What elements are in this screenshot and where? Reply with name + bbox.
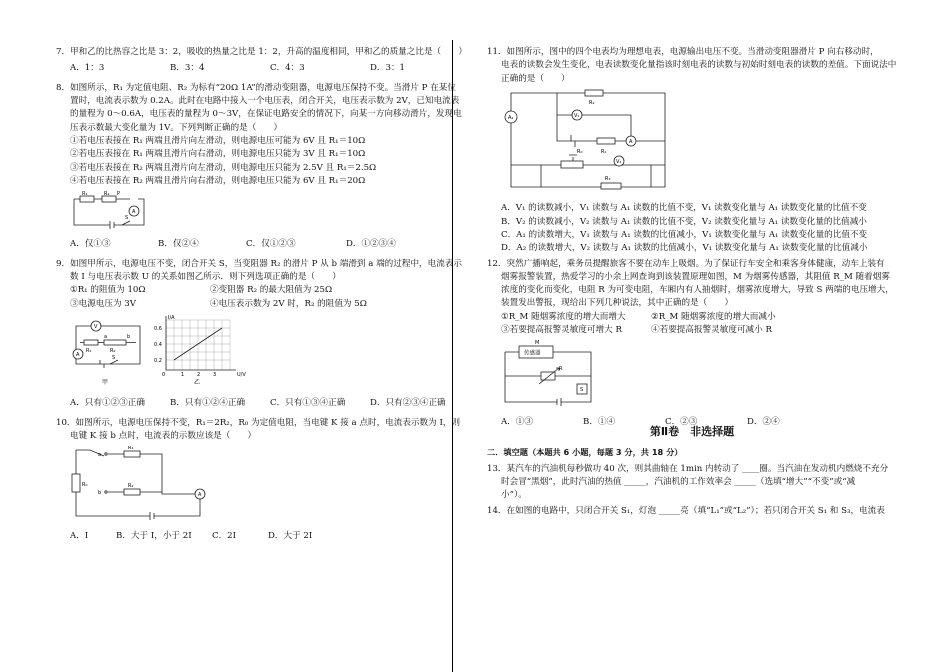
question-7 [56, 46, 474, 76]
q9-axis-origin: 0 [162, 372, 166, 378]
q12-circuit-diagram [501, 340, 897, 411]
q7-option-a: A．1：3 [70, 63, 105, 74]
q12-label-sensor: 传感器 [524, 350, 541, 357]
q9-option-c: C．只有①③④正确 [270, 398, 346, 409]
q8-label-p: P [117, 191, 121, 198]
q9-label-a: A [76, 352, 80, 358]
q9-tick-y3: 0.2 [154, 358, 162, 364]
q8-label-ammeter: A [132, 209, 136, 216]
question-14 [487, 505, 897, 518]
q12-option-a: A．①③ [501, 416, 533, 427]
q9-label-v: V [94, 324, 98, 330]
q11-label-v2: V₂ [616, 158, 622, 165]
q10-line-2: 电键 K 接 b 点时，电流表的示数应该是（ ） [70, 430, 257, 441]
q11-label-a2: A₂ [508, 114, 514, 121]
q8-line-3: 的量程为 0～0.6A，电压表的量程为 0～3V，在保证电路安全的情况下，向某一方向移动滑片，发现电 [70, 109, 462, 120]
q12-item-1: ①R_M 随烟雾浓度的增大而增大 [501, 311, 626, 322]
q9-item-3: ③电源电压为 3V [70, 298, 136, 309]
q9-items-row-1 [56, 284, 474, 297]
q12-item-4: ④若要提高报警灵敏度可减小 R [651, 325, 772, 336]
q10-option-b: B．大于 I，小于 2I [116, 530, 192, 541]
section-2-subtitle: 二．填空题（本题共 6 小题，每题 3 分，共 18 分） [487, 447, 683, 458]
q11-label-v1: V₁ [574, 112, 580, 119]
question-10 [56, 417, 474, 543]
q11-line-1: 11．如图所示，图中的四个电表均为理想电表，电源输出电压不变。当滑动变阻器滑片 P 向右移动时， [487, 47, 879, 57]
section-2-title: 第Ⅱ卷 非选择题 [649, 425, 735, 438]
q8-line-4: 压表示数最大变化量为 1V。下列判断正确的是（ ） [70, 122, 283, 133]
q12-circuit-svg [501, 340, 611, 406]
q9-svg [70, 314, 280, 388]
q12-label-m: M [535, 340, 540, 347]
q9-label-jia: 甲 [102, 379, 109, 386]
q12-item-2: ②R_M 随烟雾浓度的增大而减小 [651, 311, 776, 322]
q9-option-b: B．只有①②④正确 [170, 398, 246, 409]
q9-diagrams [70, 314, 474, 393]
q11-choice-a: A．V₁ 的读数减小，V₁ 读数与 A₁ 读数的比值不变，V₁ 读数变化量与 A₁ 读数变化量的比值不变 [501, 203, 867, 214]
q11-circuit-svg [501, 89, 681, 193]
q9-item-4: ④电压表示数为 2V 时，R₂ 的阻值为 5Ω [210, 298, 367, 309]
q9-tick-x1: 1 [181, 372, 185, 378]
q8-item-2: ②若电压表接在 R₁ 两端且滑片向右滑动，则电源电压只能为 3V 且 R₁＝10Ω [70, 149, 366, 160]
q12-label-s: S [580, 387, 584, 394]
q8-item-4: ④若电压表接在 R₂ 两端且滑片向右滑动，则电源电压只能为 6V 且 R₁＝20Ω [70, 175, 366, 186]
q8-option-a: A．仅①③ [70, 239, 111, 250]
question-12 [487, 258, 897, 430]
q13-line-3: 小”）。 [501, 490, 527, 501]
q11-circuit-diagram [501, 89, 897, 198]
q7-stem: 7．甲和乙的比热容之比是 3：2，吸收的热量之比是 1：2，升高的温度相同，甲和乙的质量之比是（ ） [56, 47, 467, 57]
q9-axis-ia: I/A [168, 315, 175, 321]
q11-line-3: 正确的是（ ） [501, 73, 570, 84]
q8-line-2: 置时，电流表示数为 0.2A。此时在电路中接入一个电压表，闭合开关，电压表示数为 2V，已知电流表 [70, 95, 460, 106]
q12-line-4: 装置发出警报，现给出下列几种说法，其中正确的是（ ） [501, 298, 734, 309]
q9-label-yi: 乙 [194, 379, 201, 386]
q8-label-r2: R₂ [104, 191, 110, 198]
q9-label-pa: a [104, 334, 108, 340]
question-11 [487, 46, 897, 256]
q7-options [56, 62, 474, 75]
q11-label-r0: R₀ [577, 148, 583, 155]
q10-option-a: A．I [70, 530, 89, 541]
question-13 [487, 463, 897, 503]
right-column [487, 46, 897, 520]
q8-circuit-diagram [70, 191, 474, 234]
q9-items-row-2 [56, 298, 474, 311]
q9-label-pb: b [127, 334, 131, 340]
q9-axis-uv: U/V [237, 372, 246, 378]
left-column [56, 46, 474, 549]
q12-label-r: R [559, 366, 563, 373]
q10-label-b: b [98, 490, 102, 497]
q8-option-d: D．①②③④ [346, 239, 396, 250]
q9-option-a: A．只有①②③正确 [70, 398, 145, 409]
q9-line-1: 9．如图甲所示，电源电压不变，闭合开关 S，当变阻器 R₂ 的滑片 P 从 b 端滑到 a 端的过程中，电流表示 [56, 258, 463, 269]
q13-line-1: 13．某汽车的汽油机每秒做功 40 次，则其曲轴在 1min 内转动了 ____圈。当汽油在发动机内燃烧不充分 [487, 463, 889, 474]
q8-line-1: 8．如图所示，R₁ 为定值电阻、R₂ 为标有“20Ω 1A”的滑动变阻器，电源电压保持不变。当滑片 P 在某位 [56, 82, 456, 93]
q9-label-r2: R₂ [110, 348, 116, 354]
q9-label-r1: R₁ [86, 348, 92, 354]
q10-option-c: C．2I [212, 530, 237, 541]
q11-choice-c: C．A₁ 的读数增大，V₁ 读数与 A₁ 读数的比值减小，V₁ 读数变化量与 A₁ 读数变化量的比值不变 [501, 229, 868, 240]
q8-label-switch: S [125, 215, 129, 222]
q9-label-s: S [112, 355, 116, 361]
q9-item-2: ②变阻器 R₂ 的最大阻值为 25Ω [210, 285, 333, 296]
q11-line-2: 电表的读数会发生变化，电表读数变化量指该时刻电表的读数与初始时刻电表的读数的差值。下面说法中 [501, 60, 897, 71]
q9-tick-x3: 3 [213, 372, 217, 378]
q9-item-1: ①R₁ 的阻值为 10Ω [70, 285, 146, 296]
q11-label-r2: R₂ [589, 99, 595, 106]
q8-item-3: ③若电压表接在 R₂ 两端且滑片向左滑动，则电源电压只能为 2.5V 且 R₁＝2.5Ω [70, 162, 377, 173]
q10-label-a: a [98, 452, 102, 459]
q11-choice-b: B．V₂ 的读数减小，V₂ 读数与 A₁ 读数的比值不变，V₂ 读数变化量与 A₁ 读数变化量的比值减小 [501, 216, 867, 227]
q12-line-2: 烟雾报警装置，热爱学习的小余上网查询到该装置原理如图，M 为烟雾传感器，其阻值 R_M 随着烟雾 [501, 271, 890, 282]
q8-circuit-svg [70, 191, 150, 229]
q11-label-r1: R₁ [601, 148, 607, 155]
q9-tick-y1: 0.6 [154, 326, 162, 332]
q10-label-ammeter: A [198, 492, 202, 499]
q8-label-r1: R₁ [82, 191, 88, 198]
q8-option-b: B．仅②④ [158, 239, 199, 250]
q12-option-b: B．①④ [583, 416, 616, 427]
q12-items-row-1 [487, 311, 897, 324]
q7-option-d: D．3：1 [370, 63, 406, 74]
q7-option-b: B．3：4 [170, 63, 205, 74]
q9-line-2: 数 I 与电压表示数 U 的关系如图乙所示．则下列选项正确的是（ ） [70, 272, 341, 283]
q9-option-d: D．只有②③④正确 [370, 398, 446, 409]
q12-line-1: 12．突然广播响起，乘务员提醒旅客不要在动车上吸烟。为了保证行车安全和乘客身体健康，动车上装有 [487, 258, 885, 269]
q10-circuit-svg [70, 446, 220, 520]
q8-item-1: ①若电压表接在 R₁ 两端且滑片向左滑动，则电源电压可能为 6V 且 R₁＝10Ω [70, 135, 366, 146]
q12-option-c: C．②③ [665, 416, 698, 427]
q11-choice-d: D．A₂ 的读数增大，V₂ 读数与 A₁ 读数的比值减小，V₁ 读数变化量与 A₁ 读数变化量的比值减小 [501, 243, 868, 254]
q12-item-3: ③若要提高报警灵敏度可增大 R [501, 325, 622, 336]
q10-circuit-diagram [70, 446, 474, 525]
q12-option-d: D．②④ [747, 416, 780, 427]
question-8 [56, 82, 474, 252]
q7-option-c: C．4：3 [270, 63, 305, 74]
q10-label-r0: R₀ [82, 482, 88, 489]
q13-line-2: 时会冒“黑烟”，此时汽油的热值 _____，汽油机的工作效率会 _____（选填“增大”“不变”或“减 [501, 477, 856, 488]
q12-items-row-2 [487, 324, 897, 337]
q9-tick-y2: 0.4 [154, 342, 162, 348]
q9-tick-x2: 2 [197, 372, 201, 378]
q12-line-3: 浓度的变化而变化，电阻 R 为可变电阻，车厢内有人抽烟时，烟雾浓度增大，导致 S 两端的电压增大， [501, 285, 894, 296]
q11-label-a1: A [629, 138, 633, 145]
q10-line-1: 10．如图所示，电源电压保持不变，R₁＝2R₂，R₀ 为定值电阻，当电键 K 接 a 点时，电流表示数为 I，则 [56, 417, 461, 428]
q8-options [56, 238, 474, 251]
question-9 [56, 258, 474, 411]
q14-line-1: 14．在如图的电路中，只闭合开关 S₁，灯泡 _____亮（填“L₁”或“L₂”）；若只闭合开关 S₁ 和 S₃，电流表 [487, 505, 885, 516]
q10-option-d: D．大于 2I [268, 530, 313, 541]
q9-options [56, 397, 474, 410]
q10-options [56, 530, 474, 543]
q11-label-r3: R₃ [605, 175, 611, 182]
q10-label-r1: R₁ [128, 446, 134, 452]
q10-label-r2: R₂ [128, 483, 134, 490]
q8-option-c: C．仅①②③ [246, 239, 296, 250]
